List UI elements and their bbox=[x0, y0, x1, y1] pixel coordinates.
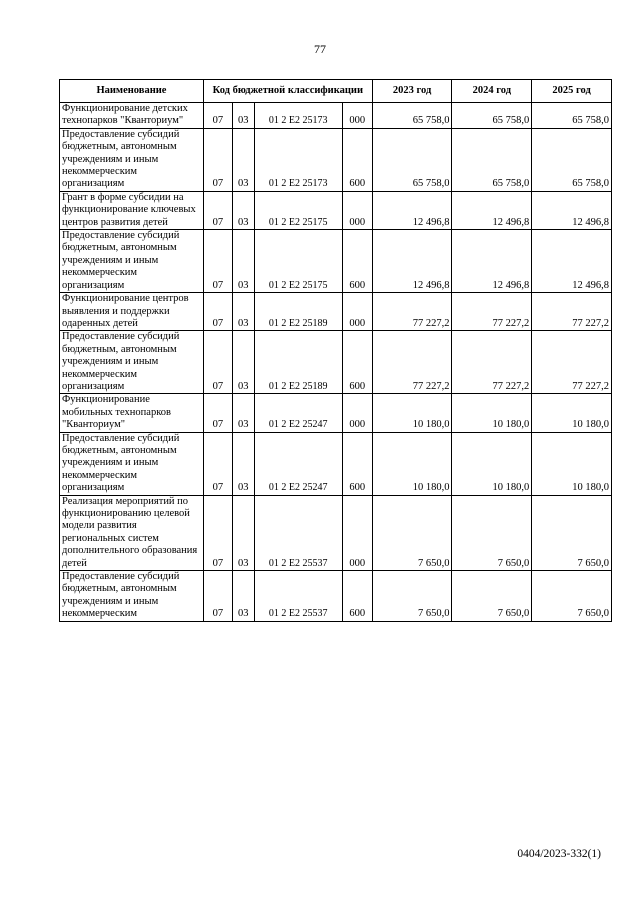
row-value-2023: 10 180,0 bbox=[372, 432, 452, 495]
row-value-2023: 7 650,0 bbox=[372, 571, 452, 622]
row-subsection: 03 bbox=[232, 293, 254, 331]
row-name: Реализация мероприятий по функционированию целевой модели развития региональных систем дополнительного образования детей bbox=[60, 495, 204, 570]
table-row bbox=[60, 191, 612, 229]
row-target-article: 01 2 E2 25247 bbox=[254, 394, 342, 432]
row-target-article: 01 2 E2 25537 bbox=[254, 495, 342, 570]
row-name: Функционирование центров выявления и поддержки одаренных детей bbox=[60, 293, 204, 331]
table-row bbox=[60, 394, 612, 432]
row-name: Функционирование мобильных технопарков "Кванториум" bbox=[60, 394, 204, 432]
row-target-article: 01 2 E2 25247 bbox=[254, 432, 342, 495]
row-value-2024: 77 227,2 bbox=[452, 331, 532, 394]
header-2023: 2023 год bbox=[372, 80, 452, 103]
row-value-2024: 65 758,0 bbox=[452, 103, 532, 129]
row-value-2024: 7 650,0 bbox=[452, 571, 532, 622]
table-row bbox=[60, 571, 612, 622]
row-target-article: 01 2 E2 25173 bbox=[254, 103, 342, 129]
row-section: 07 bbox=[203, 495, 232, 570]
row-subsection: 03 bbox=[232, 191, 254, 229]
row-name: Грант в форме субсидии на функционирование ключевых центров развития детей bbox=[60, 191, 204, 229]
row-value-2025: 77 227,2 bbox=[532, 331, 612, 394]
table-row bbox=[60, 230, 612, 293]
row-expense-type: 600 bbox=[342, 230, 372, 293]
row-value-2024: 12 496,8 bbox=[452, 191, 532, 229]
table-row bbox=[60, 331, 612, 394]
row-section: 07 bbox=[203, 432, 232, 495]
row-value-2025: 65 758,0 bbox=[532, 128, 612, 191]
row-section: 07 bbox=[203, 331, 232, 394]
header-code: Код бюджетной классификации bbox=[203, 80, 372, 103]
row-value-2023: 12 496,8 bbox=[372, 191, 452, 229]
row-value-2024: 12 496,8 bbox=[452, 230, 532, 293]
row-target-article: 01 2 E2 25189 bbox=[254, 331, 342, 394]
row-name: Предоставление субсидий бюджетным, автономным учреждениям и иным некоммерческим организациям bbox=[60, 432, 204, 495]
row-value-2025: 77 227,2 bbox=[532, 293, 612, 331]
row-value-2023: 65 758,0 bbox=[372, 103, 452, 129]
header-2025: 2025 год bbox=[532, 80, 612, 103]
row-expense-type: 600 bbox=[342, 571, 372, 622]
header-row bbox=[60, 80, 612, 103]
row-expense-type: 600 bbox=[342, 331, 372, 394]
row-section: 07 bbox=[203, 191, 232, 229]
table-body bbox=[60, 103, 612, 622]
row-section: 07 bbox=[203, 293, 232, 331]
row-name: Предоставление субсидий бюджетным, автономным учреждениям и иным некоммерческим организациям bbox=[60, 128, 204, 191]
row-value-2023: 10 180,0 bbox=[372, 394, 452, 432]
row-expense-type: 000 bbox=[342, 103, 372, 129]
row-value-2025: 12 496,8 bbox=[532, 230, 612, 293]
row-value-2023: 77 227,2 bbox=[372, 331, 452, 394]
row-name: Предоставление субсидий бюджетным, автономным учреждениям и иным некоммерческим организациям bbox=[60, 331, 204, 394]
row-value-2025: 10 180,0 bbox=[532, 394, 612, 432]
row-subsection: 03 bbox=[232, 230, 254, 293]
row-expense-type: 600 bbox=[342, 128, 372, 191]
document-number: 0404/2023-332(1) bbox=[517, 848, 601, 860]
row-name: Функционирование детских технопарков "Кванториум" bbox=[60, 103, 204, 129]
row-section: 07 bbox=[203, 394, 232, 432]
row-target-article: 01 2 E2 25175 bbox=[254, 191, 342, 229]
row-value-2024: 65 758,0 bbox=[452, 128, 532, 191]
row-expense-type: 000 bbox=[342, 191, 372, 229]
row-subsection: 03 bbox=[232, 432, 254, 495]
table-row bbox=[60, 293, 612, 331]
page-number: 77 bbox=[314, 42, 326, 56]
row-value-2024: 10 180,0 bbox=[452, 432, 532, 495]
row-value-2024: 7 650,0 bbox=[452, 495, 532, 570]
row-subsection: 03 bbox=[232, 394, 254, 432]
row-subsection: 03 bbox=[232, 571, 254, 622]
row-target-article: 01 2 E2 25537 bbox=[254, 571, 342, 622]
table-row bbox=[60, 432, 612, 495]
table-row bbox=[60, 128, 612, 191]
row-value-2025: 7 650,0 bbox=[532, 495, 612, 570]
row-expense-type: 000 bbox=[342, 394, 372, 432]
row-value-2025: 7 650,0 bbox=[532, 571, 612, 622]
row-value-2025: 12 496,8 bbox=[532, 191, 612, 229]
row-section: 07 bbox=[203, 103, 232, 129]
table-row bbox=[60, 495, 612, 570]
row-name: Предоставление субсидий бюджетным, автономным учреждениям и иным некоммерческим организациям bbox=[60, 230, 204, 293]
row-value-2023: 65 758,0 bbox=[372, 128, 452, 191]
row-subsection: 03 bbox=[232, 103, 254, 129]
row-value-2023: 12 496,8 bbox=[372, 230, 452, 293]
row-target-article: 01 2 E2 25189 bbox=[254, 293, 342, 331]
row-value-2023: 77 227,2 bbox=[372, 293, 452, 331]
header-name: Наименование bbox=[60, 80, 204, 103]
row-target-article: 01 2 E2 25173 bbox=[254, 128, 342, 191]
header-2024: 2024 год bbox=[452, 80, 532, 103]
row-subsection: 03 bbox=[232, 128, 254, 191]
row-section: 07 bbox=[203, 230, 232, 293]
budget-table bbox=[59, 79, 612, 622]
row-value-2024: 10 180,0 bbox=[452, 394, 532, 432]
row-subsection: 03 bbox=[232, 331, 254, 394]
row-value-2025: 10 180,0 bbox=[532, 432, 612, 495]
row-expense-type: 000 bbox=[342, 495, 372, 570]
row-value-2023: 7 650,0 bbox=[372, 495, 452, 570]
row-section: 07 bbox=[203, 571, 232, 622]
row-value-2024: 77 227,2 bbox=[452, 293, 532, 331]
table-row bbox=[60, 103, 612, 129]
row-expense-type: 600 bbox=[342, 432, 372, 495]
row-section: 07 bbox=[203, 128, 232, 191]
row-target-article: 01 2 E2 25175 bbox=[254, 230, 342, 293]
row-value-2025: 65 758,0 bbox=[532, 103, 612, 129]
row-name: Предоставление субсидий бюджетным, автономным учреждениям и иным некоммерческим bbox=[60, 571, 204, 622]
row-subsection: 03 bbox=[232, 495, 254, 570]
row-expense-type: 000 bbox=[342, 293, 372, 331]
